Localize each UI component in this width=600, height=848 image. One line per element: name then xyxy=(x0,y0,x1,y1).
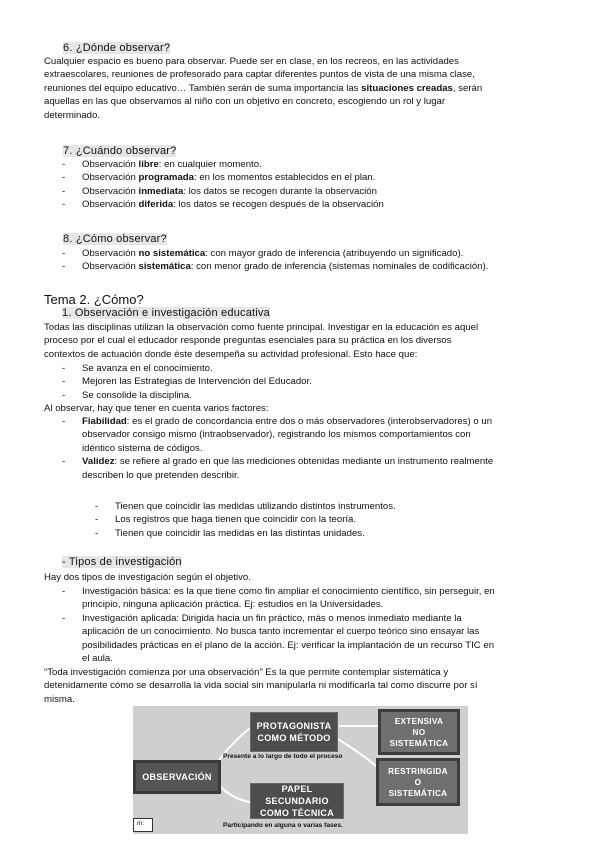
bold-term: diferida xyxy=(138,199,174,211)
text-span: Tienen que coincidir las medidas utilizando distintos instrumentos. xyxy=(115,501,396,512)
text-span: : es el grado de concordancia entre dos o más observadores (interobservadores) o un xyxy=(126,416,493,427)
text-span: Los registros que haga tienen que coincidir con la teoría. xyxy=(115,514,357,526)
factors-intro: Al observar, hay que tener en cuenta varios factores: xyxy=(44,403,269,414)
connector-line xyxy=(333,736,376,766)
list-item: - Los registros que haga tienen que coincidir con la teoría. xyxy=(95,514,357,526)
text-span: describen lo que pretenden describir. xyxy=(82,469,240,481)
heading-text: 7. ¿Cuándo observar? xyxy=(63,145,177,157)
text-span: Se avanza en el conocimiento. xyxy=(82,363,213,374)
text-line: aquellas en las que observamos al niño con un objetivo en concreto, escogiendo un rol y lugar xyxy=(44,96,446,108)
text-span: : con mayor grado de inferencia (atribuyendo un significado). xyxy=(205,248,464,259)
text-span: idéntico sistema de códigos. xyxy=(82,442,203,454)
box-label: RESTRINGIDA xyxy=(388,766,448,776)
box-label: PROTAGONISTA xyxy=(256,721,332,731)
item-body xyxy=(82,415,558,455)
text-span: : con menor grado de inferencia (sistemas nominales de codificación). xyxy=(190,261,489,273)
text-span: , serán xyxy=(452,82,483,94)
text-span: Observación xyxy=(82,159,139,170)
text-span: el aula. xyxy=(82,653,113,665)
caption-participando: Participando en alguna o varias fases. xyxy=(223,822,343,829)
bullet-dash: - xyxy=(62,612,66,624)
text-span: Investigación aplicada: Dirigida hacia un fin práctico, más o menos inmediato mediante la xyxy=(82,612,462,624)
box-label: COMO MÉTODO xyxy=(257,733,331,743)
box-extensiva xyxy=(378,709,460,755)
bold-term: situaciones creadas xyxy=(361,82,453,94)
bold-term: programada xyxy=(138,172,194,184)
key-icon xyxy=(133,818,153,832)
observation-diagram xyxy=(133,706,468,834)
list-item: - Se consolide la disciplina. xyxy=(62,389,192,401)
text-line: proceso por el cual el educador responde preguntas esenciales para su práctica en los diversos xyxy=(44,335,452,347)
paragraph-donde xyxy=(44,55,556,122)
list-tipos xyxy=(62,585,558,665)
text-span: Se consolide la disciplina. xyxy=(82,389,192,401)
list-item: - Mejoren las Estrategias de Intervención del Educador. xyxy=(62,376,312,388)
list-item: - Observación inmediata: los datos se recogen durante la observación xyxy=(62,185,377,197)
bullet-dash: - xyxy=(62,586,66,597)
box-label: COMO TÉCNICA xyxy=(259,808,335,818)
bullet-dash: - xyxy=(62,456,66,468)
text-span: : se refiere al grado en que las mediciones obtenidas mediante un instrumento realmente xyxy=(114,456,494,468)
list-item: - Observación programada: en los momentos establecidos en el plan. xyxy=(62,172,376,184)
text-line: extraescolares, reuniones de profesorado para captar diferentes puntos de vista de una misma clase, xyxy=(44,69,475,81)
list-item: - Observación no sistemática: con mayor grado de inferencia (atribuyendo un significado). xyxy=(62,248,464,259)
text-span: : en los momentos establecidos en el plan. xyxy=(193,172,376,184)
text-span: reuniones del equipo educativo… También serán de suma importancia las xyxy=(44,82,362,94)
text-span: : los datos se recogen después de la observación xyxy=(173,199,384,211)
paragraph-disciplinas xyxy=(44,321,556,361)
key-label: m: xyxy=(137,820,145,827)
heading-donde-observar xyxy=(63,42,170,54)
list-item: - Observación libre: en cualquier momento. xyxy=(62,159,262,170)
box-observacion xyxy=(133,760,221,794)
text-span: posibilidades prácticas en el plano de la acción. Ej: verificar la implantación de un recurso TIC en xyxy=(82,639,495,651)
heading-text: 6. ¿Dónde observar? xyxy=(63,42,171,54)
list-item: - Observación sistemática: con menor grado de inferencia (sistemas nominales de codificación). xyxy=(62,261,489,273)
box-label: SISTEMÁTICA xyxy=(388,788,448,798)
text-line: “Toda investigación comienza por una observación” Es la que permite contemplar sistemática y xyxy=(44,667,449,678)
bold-term: no sistemática xyxy=(138,248,206,259)
text-line: detenidamente cómo se desarrolla la vida social sin manipularla ni modificarla tal como discurre por sí xyxy=(44,680,478,692)
heading-como-observar xyxy=(63,233,167,245)
text-span: Observación xyxy=(82,261,139,273)
text-line: determinado. xyxy=(44,109,100,121)
bold-term: Fiabilidad xyxy=(82,416,127,427)
list-item: - Tienen que coincidir las medidas en las distintas unidades. xyxy=(95,527,365,539)
box-secundario xyxy=(250,783,344,819)
text-span: Observación xyxy=(82,185,139,197)
text-span: Observación xyxy=(82,172,139,184)
box-protagonista xyxy=(250,712,338,752)
list-item-fiabilidad xyxy=(62,415,558,455)
box-label: NO xyxy=(412,727,426,737)
item-body xyxy=(82,455,558,482)
bold-term: libre xyxy=(138,159,159,170)
text-span: : los datos se recogen durante la observación xyxy=(183,185,377,197)
text-line: Todas las disciplinas utilizan la observación como fuente principal. Investigar en la educación es aquel xyxy=(44,322,479,333)
heading-cuando-observar xyxy=(63,145,176,157)
list-avances xyxy=(62,362,542,402)
list-factores xyxy=(62,415,558,482)
text-span: Observación xyxy=(82,199,139,211)
heading-text: 8. ¿Cómo observar? xyxy=(63,233,167,245)
text-span: Tienen que coincidir las medidas en las distintas unidades. xyxy=(115,527,365,539)
heading-text: 1. Observación e investigación educativa xyxy=(62,307,270,319)
list-item-basica xyxy=(62,585,558,612)
box-label: EXTENSIVA xyxy=(394,716,444,726)
text-span: principio, ninguna aplicación práctica. Ej: estudios en la Universidades. xyxy=(82,599,384,611)
list-item: - Observación diferida: los datos se recogen después de la observación xyxy=(62,199,384,211)
text-span: : en cualquier momento. xyxy=(158,159,262,170)
box-label: O xyxy=(414,777,422,787)
list-item: - Tienen que coincidir las medidas utilizando distintos instrumentos. xyxy=(95,501,396,512)
text-line xyxy=(44,82,556,95)
text-line: Cualquier espacio es bueno para observar. Puede ser en clase, en los recreos, en las actividades xyxy=(44,56,459,67)
bold-term: sistemática xyxy=(138,261,191,273)
item-body xyxy=(82,612,558,666)
box-label: SISTEMÁTICA xyxy=(389,738,449,748)
text-span: Observación xyxy=(82,248,139,259)
paragraph-quote xyxy=(44,666,556,706)
box-label: OBSERVACIÓN xyxy=(142,772,212,782)
text-span: Mejoren las Estrategias de Intervención del Educador. xyxy=(82,376,312,388)
subheading-tipos xyxy=(62,556,182,568)
text-span: Investigación básica: es la que tiene como fin ampliar el conocimiento científico, sin perseguir, en xyxy=(82,586,495,597)
heading-text: - Tipos de investigación xyxy=(62,556,182,568)
box-label: PAPEL SECUNDARIO xyxy=(265,784,329,806)
bold-term: inmediata xyxy=(138,185,184,197)
bullet-dash: - xyxy=(62,416,66,427)
subheading-observacion-investigacion xyxy=(62,307,270,319)
text-line: misma. xyxy=(44,693,75,705)
list-como xyxy=(62,247,582,274)
text-span: observador consigo mismo (intraobservador), registrando los mismos comportamientos con xyxy=(82,429,471,441)
box-restringida xyxy=(376,758,460,806)
text-span: aplicación de un conocimiento. No busca tanto incrementar el cuerpo teórico sino ensayar las xyxy=(82,626,480,638)
list-item-aplicada xyxy=(62,612,558,666)
text-line: contextos de actuación donde éste desempeña su actividad profesional. Esto hace que: xyxy=(44,348,418,360)
bold-term: Validez xyxy=(82,456,115,468)
list-validez-sub xyxy=(95,500,535,540)
caption-presente: Presente a lo largo de todo el proceso xyxy=(223,753,343,760)
list-item-validez xyxy=(62,455,558,482)
list-item: - Se avanza en el conocimiento. xyxy=(62,363,213,374)
types-intro: Hay dos tipos de investigación según el objetivo. xyxy=(44,572,251,583)
item-body xyxy=(82,585,558,612)
list-cuando xyxy=(62,158,562,212)
tema-title: Tema 2. ¿Cómo? xyxy=(44,292,144,307)
